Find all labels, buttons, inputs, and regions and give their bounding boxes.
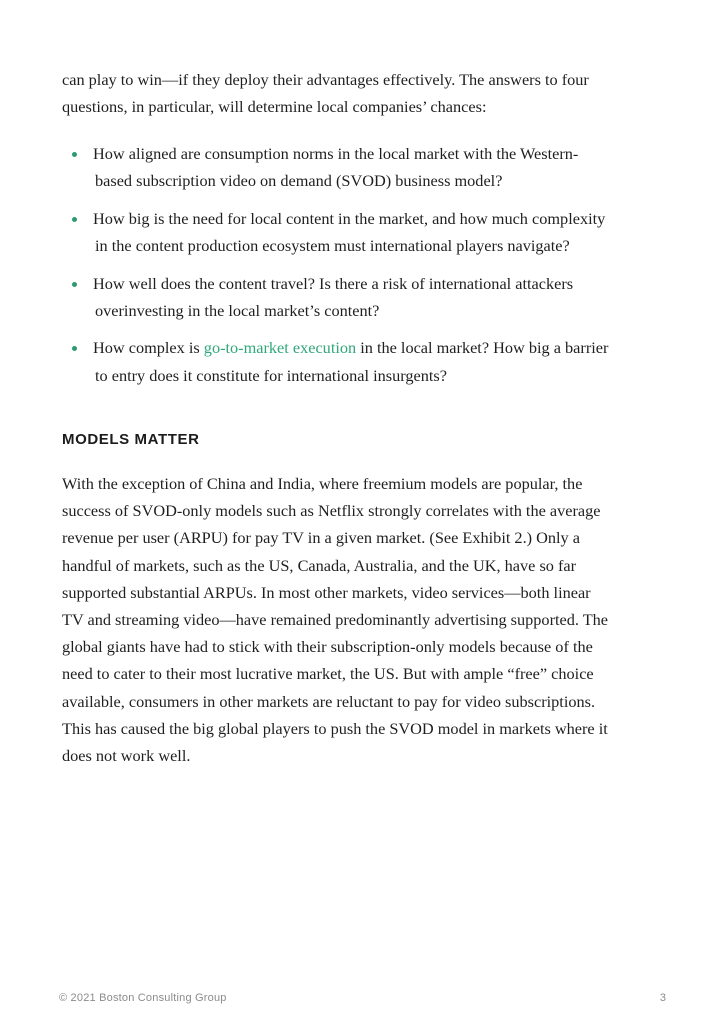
footer-copyright: © 2021 Boston Consulting Group: [59, 992, 227, 1004]
bullet-line-1: How big is the need for local content in the market, and how much complexity: [93, 208, 606, 228]
paragraph-line: This has caused the big global players to push the SVOD model in markets where it: [62, 718, 608, 738]
questions-list: [62, 140, 672, 399]
paragraph-line: TV and streaming video—have remained predominantly advertising supported. The: [62, 610, 609, 630]
bullet-line-1: How aligned are consumption norms in the local market with the Western-: [93, 144, 579, 163]
bullet-dot-icon: [72, 152, 77, 157]
list-item: [62, 140, 672, 194]
paragraph-line: does not work well.: [62, 746, 191, 766]
bullet-line-1: [93, 334, 672, 361]
paragraph-line: With the exception of China and India, where freemium models are popular, the: [62, 474, 583, 493]
bullet-suffix: in the local market? How big a barrier: [356, 338, 609, 358]
models-matter-paragraph: [62, 470, 668, 769]
paragraph-line: handful of markets, such as the US, Canada, Australia, and the UK, have so far: [62, 555, 577, 575]
intro-paragraph: [62, 66, 668, 120]
bullet-line-1: How well does the content travel? Is there a risk of international attackers: [93, 273, 574, 293]
bullet-line-2: to entry does it constitute for international insurgents?: [95, 365, 447, 385]
list-item: [62, 205, 672, 259]
bullet-dot-icon: [72, 282, 77, 287]
list-item: [62, 334, 672, 388]
paragraph-line: available, consumers in other markets are reluctant to pay for video subscriptions.: [62, 691, 596, 711]
intro-line-1: can play to win—if they deploy their advantages effectively. The answers to four: [62, 70, 589, 89]
bullet-line-2: in the content production ecosystem must international players navigate?: [95, 236, 570, 255]
list-item: [62, 270, 672, 324]
bullet-line-2: based subscription video on demand (SVOD) business model?: [95, 171, 503, 191]
paragraph-line: global giants have had to stick with their subscription-only models because of the: [62, 637, 593, 657]
section-heading: MODELS MATTER: [62, 431, 200, 448]
bullet-prefix: How complex is: [93, 338, 204, 358]
bullet-dot-icon: [72, 346, 77, 351]
paragraph-line: supported substantial ARPUs. In most other markets, video services—both linear: [62, 582, 591, 602]
go-to-market-execution-link[interactable]: go-to-market execution: [203, 338, 357, 358]
paragraph-line: success of SVOD-only models such as Netflix strongly correlates with the average: [62, 501, 601, 521]
bullet-dot-icon: [72, 217, 77, 222]
paragraph-line: revenue per user (ARPU) for pay TV in a given market. (See Exhibit 2.) Only a: [62, 528, 580, 548]
page-number: 3: [659, 992, 666, 1004]
paragraph-line: need to cater to their most lucrative market, the US. But with ample “free” choice: [62, 664, 594, 684]
intro-line-2: questions, in particular, will determine local companies’ chances:: [62, 97, 487, 117]
bullet-line-2: overinvesting in the local market’s content?: [95, 300, 380, 320]
